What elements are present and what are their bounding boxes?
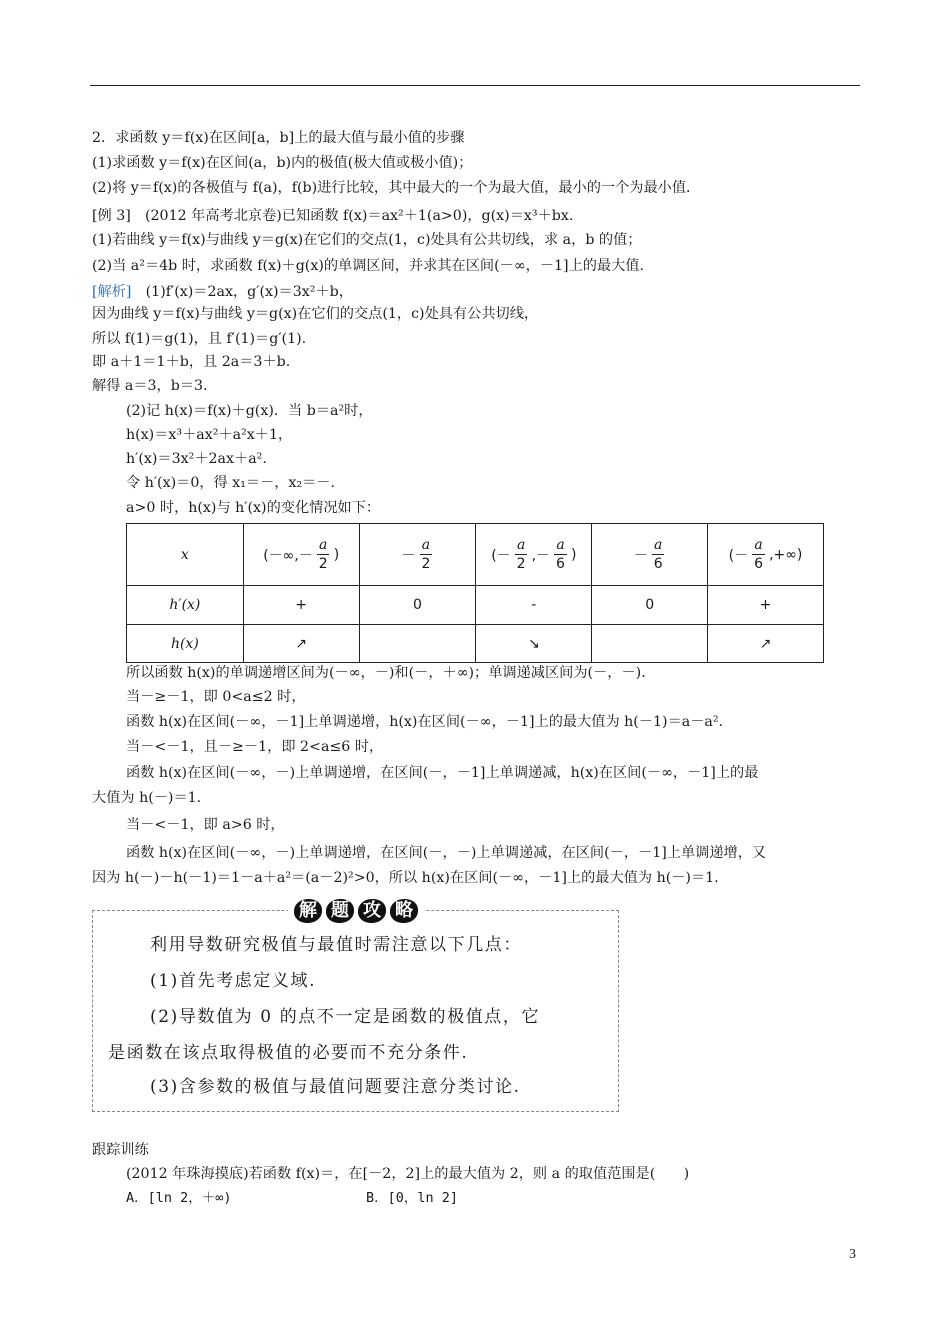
section-title: 2．求函数 y＝f(x)在区间[a，b]上的最大值与最小值的步骤 <box>92 130 465 146</box>
analysis-line-5: 函数 h(x)在区间(－∞，－)上单调递增，在区间(－，－1]上单调递减，h(x)在区间(－∞，－1]上的最 <box>126 765 759 781</box>
tips-badge <box>288 897 424 925</box>
derivative-label: h′(x) <box>127 586 244 625</box>
trend-arrow <box>359 625 476 663</box>
solution-line-2: 因为曲线 y＝f(x)与曲线 y＝g(x)在它们的交点(1，c)处具有公共切线， <box>92 306 539 322</box>
interval-cell-2: (－ $\frac{a}{2}$ ,－ $\frac{a}{6}$ ) <box>476 524 592 586</box>
badge-char: 题 <box>326 899 354 923</box>
analysis-line-8: 函数 h(x)在区间(－∞，－)上单调递增，在区间(－，－)上单调递减，在区间(－，－1]上单调递增，又 <box>126 845 767 861</box>
badge-char: 略 <box>390 899 418 923</box>
derivative-sign: 0 <box>359 586 476 625</box>
derivative-sign: + <box>243 586 359 625</box>
solution-line-1 <box>92 282 353 302</box>
trend-arrow <box>592 625 708 663</box>
tips-line-4: 是函数在该点取得极值的必要而不充分条件. <box>108 1043 469 1063</box>
derivative-sign: - <box>476 586 592 625</box>
example-head: [例 3] (2012 年高考北京卷)已知函数 f(x)＝ax²＋1(a>0)，g(x)＝x³＋bx. <box>92 208 574 224</box>
trend-arrow: ↘ <box>476 625 592 663</box>
function-label: h(x) <box>127 625 244 663</box>
page-number: 3 <box>849 1247 856 1262</box>
tips-line-1: 利用导数研究极值与最值时需注意以下几点： <box>150 935 522 955</box>
solution-line-10: a>0 时，h(x)与 h′(x)的变化情况如下： <box>126 500 381 516</box>
trend-arrow: ↗ <box>708 625 824 663</box>
example-q1: (1)若曲线 y＝f(x)与曲线 y＝g(x)在它们的交点(1，c)处具有公共切线，求 a，b 的值； <box>92 232 642 248</box>
table-row-x <box>127 524 824 586</box>
derivative-sign: 0 <box>592 586 708 625</box>
solution-line-6: (2)记 h(x)＝f(x)＋g(x)．当 b＝a²时， <box>126 403 373 419</box>
solution-line-4: 即 a＋1＝1＋b，且 2a＝3＋b. <box>92 354 291 370</box>
analysis-line-1: 所以函数 h(x)的单调递增区间为(－∞，－)和(－，＋∞)；单调递减区间为(－，－)． <box>126 665 656 681</box>
badge-char: 攻 <box>358 899 386 923</box>
header-rule <box>90 85 860 86</box>
badge-char: 解 <box>294 899 322 923</box>
solution-line-3: 所以 f(1)＝g(1)，且 f′(1)＝g′(1). <box>92 331 307 347</box>
option-a: A．[ln 2，＋∞) <box>126 1190 232 1206</box>
analysis-line-9: 因为 h(－)－h(－1)＝1－a＋a²＝(a－2)²>0，所以 h(x)在区间(－∞，－1]上的最大值为 h(－)＝1. <box>92 870 719 886</box>
solution-line-8: h′(x)＝3x²＋2ax＋a². <box>126 451 267 467</box>
analysis-line-4: 当－<－1，且－≥－1，即 2<a≤6 时， <box>126 739 384 755</box>
interval-cell-1: (－∞,－ $\frac{a}{2}$ ) <box>243 524 359 586</box>
example-q2: (2)当 a²＝4b 时，求函数 f(x)＋g(x)的单调区间，并求其在区间(－∞，－1]上的最大值. <box>92 258 645 274</box>
trend-arrow: ↗ <box>243 625 359 663</box>
step-2: (2)将 y＝f(x)的各极值与 f(a)，f(b)进行比较，其中最大的一个为最大值，最小的一个为最小值． <box>92 180 701 196</box>
tips-line-5: (3)含参数的极值与最值问题要注意分类讨论. <box>150 1077 521 1097</box>
analysis-line-6: 大值为 h(－)＝1. <box>92 790 202 806</box>
variation-table <box>126 523 824 663</box>
header-x: x <box>127 524 244 586</box>
practice-question: (2012 年珠海摸底)若函数 f(x)＝，在[－2，2]上的最大值为 2，则 a 的取值范围是( ) <box>126 1166 690 1182</box>
tips-line-2: (1)首先考虑定义域. <box>150 971 317 991</box>
step-1: (1)求函数 y＝f(x)在区间(a，b)内的极值(极大值或极小值)； <box>92 155 473 171</box>
solution-tag: [解析] <box>92 284 132 300</box>
solution-line-7: h(x)＝x³＋ax²＋a²x＋1， <box>126 427 293 443</box>
table-row-derivative <box>127 586 824 625</box>
point-cell-1: － $\frac{a}{2}$ <box>359 524 476 586</box>
option-b: B．[0，ln 2] <box>366 1190 459 1206</box>
tips-line-3: (2)导数值为 0 的点不一定是函数的极值点，它 <box>150 1007 541 1027</box>
interval-cell-3: (－ $\frac{a}{6}$ ,+∞) <box>708 524 824 586</box>
analysis-line-7: 当－<－1，即 a>6 时， <box>126 817 285 833</box>
table-row-function <box>127 625 824 663</box>
analysis-line-3: 函数 h(x)在区间(－∞，－1]上单调递增，h(x)在区间(－∞，－1]上的最大值为 h(－1)＝a－a². <box>126 714 724 730</box>
solution-derivatives: (1)f′(x)＝2ax，g′(x)＝3x²＋b， <box>131 284 353 300</box>
analysis-line-2: 当－≥－1，即 0<a≤2 时， <box>126 689 306 705</box>
solution-line-9: 令 h′(x)＝0，得 x₁＝－，x₂＝－. <box>126 475 336 491</box>
practice-title: 跟踪训练 <box>92 1142 149 1158</box>
derivative-sign: + <box>708 586 824 625</box>
solution-line-5: 解得 a＝3，b＝3. <box>92 378 208 394</box>
point-cell-2: － $\frac{a}{6}$ <box>592 524 708 586</box>
